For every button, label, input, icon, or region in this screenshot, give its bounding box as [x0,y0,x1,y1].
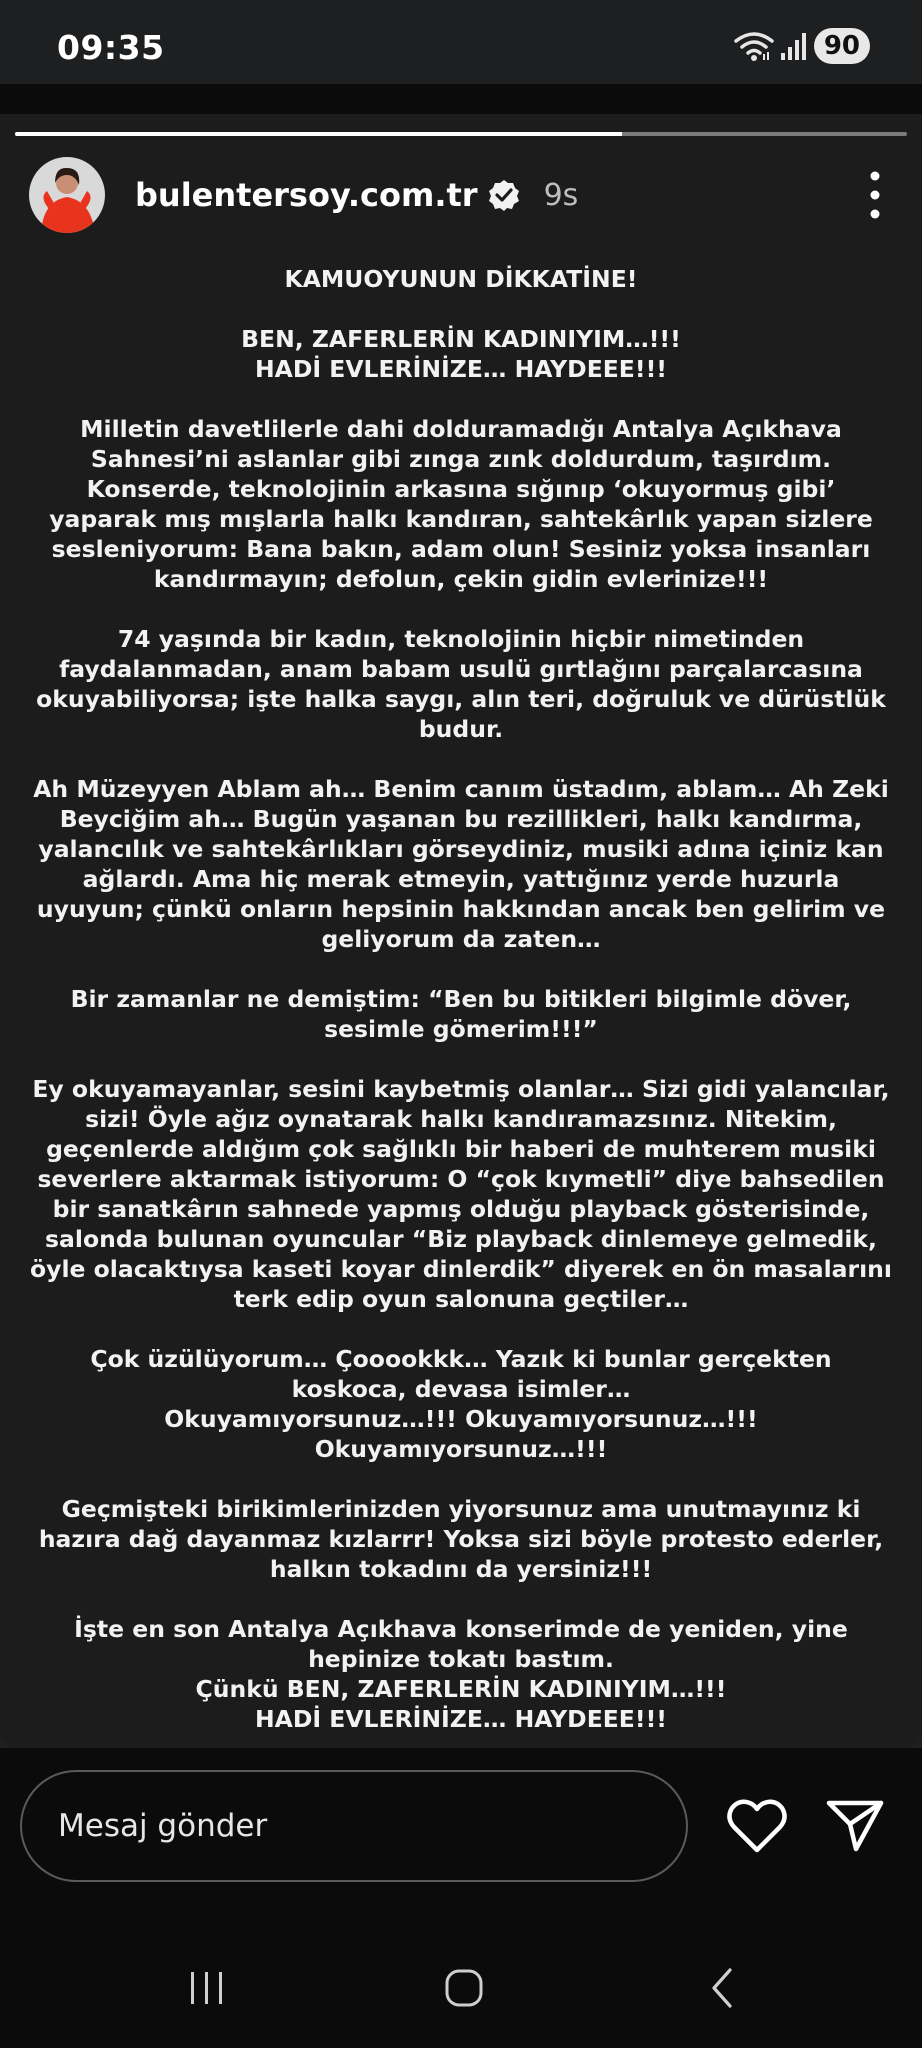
story-paragraph: Bir zamanlar ne demiştim: “Ben bu bitikleri bilgimle döver, sesimle gömerim!!!” [70,985,852,1043]
nav-back-button[interactable] [672,1948,772,2028]
story-paragraph: Geçmişteki birikimlerinizden yiyorsunuz ama unutmayınız ki hazıra dağ dayanmaz kızlarrr! Yoksa sizi böyle protesto ederler, halkın tokadını da yersiniz!!! [38,1495,884,1583]
story-view[interactable] [0,114,922,1748]
status-bar [0,0,922,92]
home-icon [444,1968,484,2008]
avatar[interactable] [29,157,105,233]
nav-recents-button[interactable] [157,1948,257,2028]
story-username[interactable]: bulentersoy.com.tr [135,176,478,214]
more-vertical-icon[interactable] [855,168,895,222]
system-nav-bar [0,1948,922,2028]
story-paragraph: Ah Müzeyyen Ablam ah… Benim canım üstadım, ablam… Ah Zeki Beyciğim ah… Bugün yaşanan bu rezillikleri, halkı kandırma, yalancılık ve sahtekârlıkları görseydiniz, musiki adına içiniz kan ağlardı. Ama hiç merak etmeyin, yattığınız yerde huzurla uyuyun; çünkü onların hepsinin hakkından ancak ben gelirim ve geliyorum da zaten… [33,775,889,953]
status-time: 09:35 [57,28,165,67]
back-icon [708,1966,736,2010]
story-paragraph: BEN, ZAFERLERİN KADINIYIM…!!! HADİ EVLERİNİZE… HAYDEEE!!! [241,325,681,383]
verified-badge-icon [488,179,520,211]
story-paragraph: KAMUOYUNUN DİKKATİNE! [284,265,638,293]
story-paragraph: İşte en son Antalya Açıkhava konserimde de yeniden, yine hepinize tokatı bastım. Çünkü BEN, ZAFERLERİN KADINIYIM…!!! HADİ EVLERİNİZE… HAYDEEE!!! [74,1615,848,1733]
reply-area [0,1748,922,2048]
nav-home-button[interactable] [414,1948,514,2028]
wifi-icon [734,30,774,62]
story-time-ago: 9s [543,177,579,213]
story-paragraph: Ey okuyamayanlar, sesini kaybetmiş olanlar… Sizi gidi yalancılar, sizi! Öyle ağız oynatarak halkı kandıramazsınız. Nitekim, geçenlerde aldığım çok sağlıklı bir haberi de muhterem musiki severlere aktarmak istiyorum: O “çok kıymetli” diye bahsedilen bir sanatkârın sahnede yapmış olduğu playback gösterisinde, salonda bulunan oyuncular “Biz playback dinlemeye gelmedik, öyle olacaktıysa kaseti koyar dinlerdik” diyerek en ön masalarını terk edip oyun salonuna geçtiler… [30,1075,892,1313]
story-header [29,156,895,234]
avatar-image [29,157,105,233]
signal-icon [780,31,808,61]
message-input[interactable] [20,1770,688,1882]
story-text [30,264,892,1764]
story-progress-bar [15,132,907,136]
heart-icon[interactable] [726,1796,788,1856]
status-icons [734,28,870,64]
story-paragraph: Çok üzülüyorum… Çooookkk… Yazık ki bunlar gerçekten koskoca, devasa isimler… Okuyamıyorsunuz…!!! Okuyamıyorsunuz…!!! Okuyamıyorsunuz…!!! [90,1345,832,1463]
recents-icon [187,1970,227,2006]
top-band [0,84,922,114]
story-paragraph: Milletin davetlilerle dahi dolduramadığı Antalya Açıkhava Sahnesi’ni aslanlar gibi zınga zınk doldurdum, taşırdım. Konserde, teknolojinin arkasına sığınıp ‘okuyormuş gibi’ yaparak mış mışlarla halkı kandıran, sahtekârlık yapan sizlere sesleniyorum: Bana bakın, adam olun! Sesiniz yoksa insanları kandırmayın; defolun, çekin gidin evlerinize!!! [49,415,873,593]
story-paragraph: 74 yaşında bir kadın, teknolojinin hiçbir nimetinden faydalanmadan, anam babam usulü gırtlağını parçalarcasına okuyabiliyorsa; işte halka saygı, alın teri, doğruluk ve dürüstlük budur. [36,625,886,743]
battery-indicator: 90 [814,28,870,64]
story-progress-fill [15,132,622,136]
send-icon[interactable] [824,1794,886,1856]
